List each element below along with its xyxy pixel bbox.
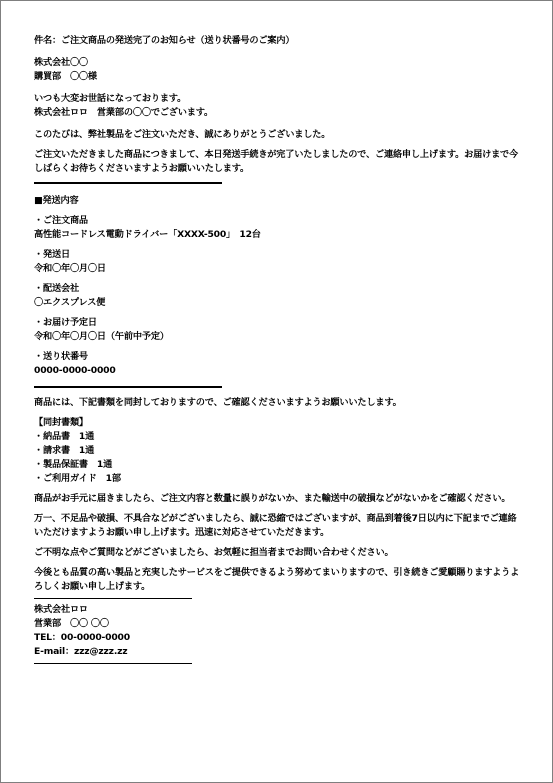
- notice-text: ご注文いただきました商品につきまして、本日発送手続きが完了いたしましたので、ご連絡申し上げます。お届けまで今しばらくお待ちくださいますようお願いいたします。: [34, 149, 519, 174]
- signature-company: 株式会社ロロ: [34, 604, 88, 615]
- enclosed-item: ・納品書 1通: [34, 431, 95, 442]
- enclosed-item: ・ご利用ガイド 1部: [34, 473, 121, 484]
- enclosed-heading: 【同封書類】: [34, 417, 88, 428]
- paragraph-defects: 万一、不足品や破損、不具合などがございましたら、誠に恐縮ではございますが、商品到着後7日以内に下記までご連絡いただけますようお願い申し上げます。迅速に対応させていただきます。: [34, 513, 517, 538]
- shipping-item-label: ・ご注文商品: [34, 215, 88, 226]
- greeting-line-2: 株式会社ロロ 営業部の〇〇でございます。: [34, 107, 214, 118]
- signature-tel: TEL：00-0000-0000: [34, 632, 130, 643]
- email-body: [34, 34, 524, 664]
- enclosed-item: ・請求書 1通: [34, 445, 95, 456]
- shipping-item-label: ・配送会社: [34, 283, 79, 294]
- thanks-text: このたびは、弊社製品をご注文いただき、誠にありがとうございました。: [34, 129, 331, 140]
- shipping-heading: ■発送内容: [34, 195, 79, 206]
- paragraph-check: 商品がお手元に届きましたら、ご注文内容と数量に誤りがないか、また輸送中の破損などがないかをご確認ください。: [34, 493, 511, 504]
- subject-line: 件名：ご注文商品の発送完了のお知らせ（送り状番号のご案内）: [34, 35, 295, 46]
- tracking-number: 0000-0000-0000: [34, 365, 116, 376]
- recipient-company: 株式会社〇〇: [34, 57, 88, 68]
- signature-email: E-mail：zzz@zzz.zz: [34, 646, 128, 657]
- signature-divider-bottom: [34, 663, 192, 664]
- shipping-item-value: 高性能コードレス電動ドライバー「XXXX-500」 12台: [34, 229, 261, 240]
- shipping-item-value: 〇エクスプレス便: [34, 297, 106, 308]
- shipping-item-value: 令和〇年〇月〇日: [34, 263, 106, 274]
- paragraph-closing: 今後とも品質の高い製品と充実したサービスをご提供できるよう努めてまいりますので、引き続きご愛顧賜りますようよろしくお願い申し上げます。: [34, 567, 520, 592]
- enclosed-intro: 商品には、下記書類を同封しておりますので、ご確認くださいますようお願いいたします。: [34, 397, 402, 408]
- shipping-item-label: ・送り状番号: [34, 351, 88, 362]
- enclosed-item: ・製品保証書 1通: [34, 459, 113, 470]
- shipping-item-value: 令和〇年〇月〇日（午前中予定）: [34, 331, 169, 342]
- greeting-line-1: いつも大変お世話になっております。: [34, 93, 187, 104]
- recipient-department-name: 購買部 〇〇様: [34, 71, 97, 82]
- signature-person: 営業部 〇〇 〇〇: [34, 618, 109, 629]
- shipping-item-label: ・お届け予定日: [34, 317, 97, 328]
- paragraph-questions: ご不明な点やご質問などがございましたら、お気軽に担当者までお問い合わせください。: [34, 547, 394, 558]
- shipping-item-label: ・発送日: [34, 249, 70, 260]
